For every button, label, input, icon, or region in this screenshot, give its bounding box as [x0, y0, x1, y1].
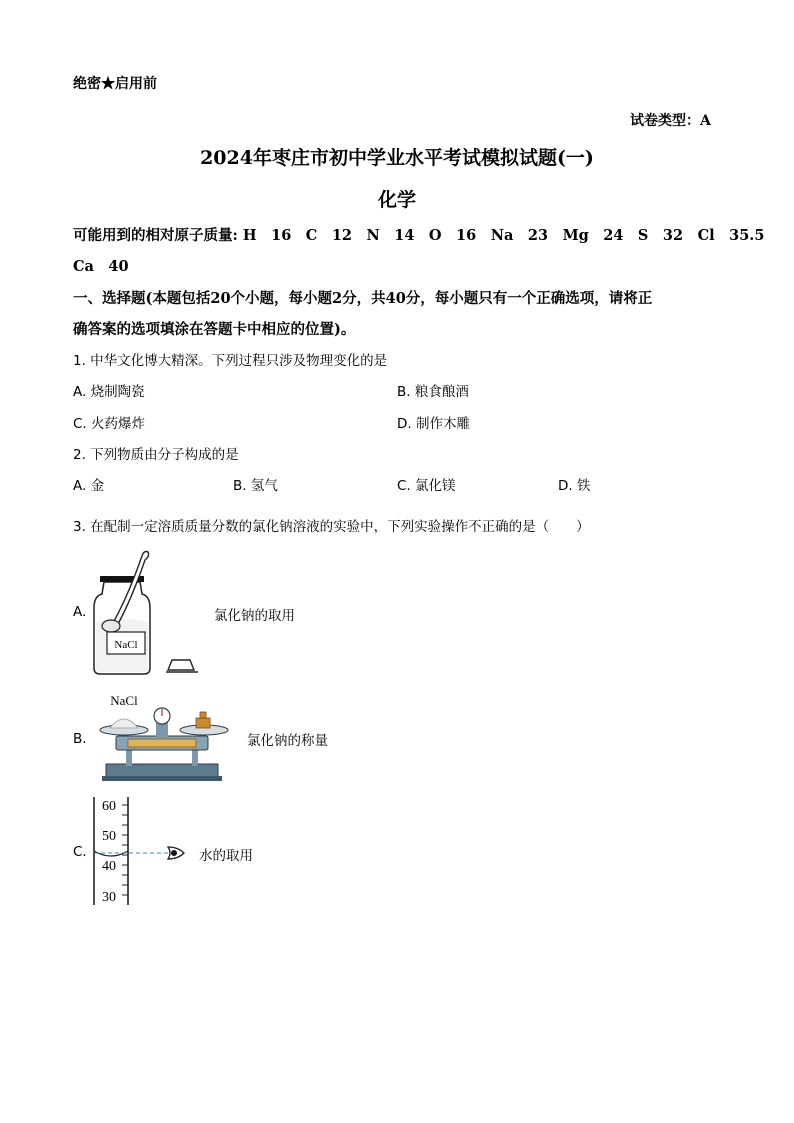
question-1-option-b: B. 粮食酿酒 [397, 384, 469, 400]
question-2-stem: 2. 下列物质由分子构成的是 [73, 447, 239, 463]
page-title: 2024年枣庄市初中学业水平考试模拟试题(一) [200, 147, 594, 169]
question-3-option-c-caption: 水的取用 [199, 848, 253, 864]
reagent-bottle-illustration [88, 546, 203, 680]
question-2-option-d: D. 铁 [558, 478, 591, 494]
measuring-cylinder-illustration [88, 793, 190, 907]
question-1-option-c: C. 火药爆炸 [73, 416, 146, 432]
question-3-option-a-letter: A. [73, 604, 87, 620]
question-2-option-a: A. 金 [73, 478, 105, 494]
atomic-mass-line-2: Ca 40 [73, 258, 129, 275]
question-2-option-b: B. 氢气 [233, 478, 278, 494]
question-2-option-c: C. 氯化镁 [397, 478, 456, 494]
question-3-option-b-caption: 氯化钠的称量 [247, 733, 328, 749]
cylinder-tick-30: 30 [102, 890, 116, 905]
cylinder-tick-60: 60 [102, 799, 116, 814]
balance-label-nacl: NaCl [110, 693, 138, 708]
question-3-stem: 3. 在配制一定溶质质量分数的氯化钠溶液的实验中，下列实验操作不正确的是（ ） [73, 519, 590, 535]
subject-title: 化学 [377, 189, 416, 211]
paper-type: 试卷类型：A [630, 113, 711, 129]
bottle-label-nacl: NaCl [114, 639, 138, 651]
balance-illustration [92, 688, 240, 784]
question-1-option-a: A. 烧制陶瓷 [73, 384, 145, 400]
question-1-stem: 1. 中华文化博大精深。下列过程只涉及物理变化的是 [73, 353, 388, 369]
question-3-option-b-letter: B. [73, 731, 87, 747]
section-heading-line-1: 一、选择题(本题包括20个小题，每小题2分，共40分，每小题只有一个正确选项，请将正 [73, 290, 653, 307]
question-1-option-d: D. 制作木雕 [397, 416, 470, 432]
cylinder-tick-50: 50 [102, 829, 116, 844]
atomic-mass-line-1: 可能用到的相对原子质量: H 16 C 12 N 14 O 16 Na 23 Mg 24 S 32 Cl 35.5 [73, 227, 765, 244]
cylinder-tick-40: 40 [102, 859, 116, 874]
section-heading-line-2: 确答案的选项填涂在答题卡中相应的位置)。 [73, 321, 356, 338]
question-3-option-a-caption: 氯化钠的取用 [214, 608, 295, 624]
question-3-option-c-letter: C. [73, 844, 87, 860]
secret-label: 绝密★启用前 [73, 76, 157, 92]
